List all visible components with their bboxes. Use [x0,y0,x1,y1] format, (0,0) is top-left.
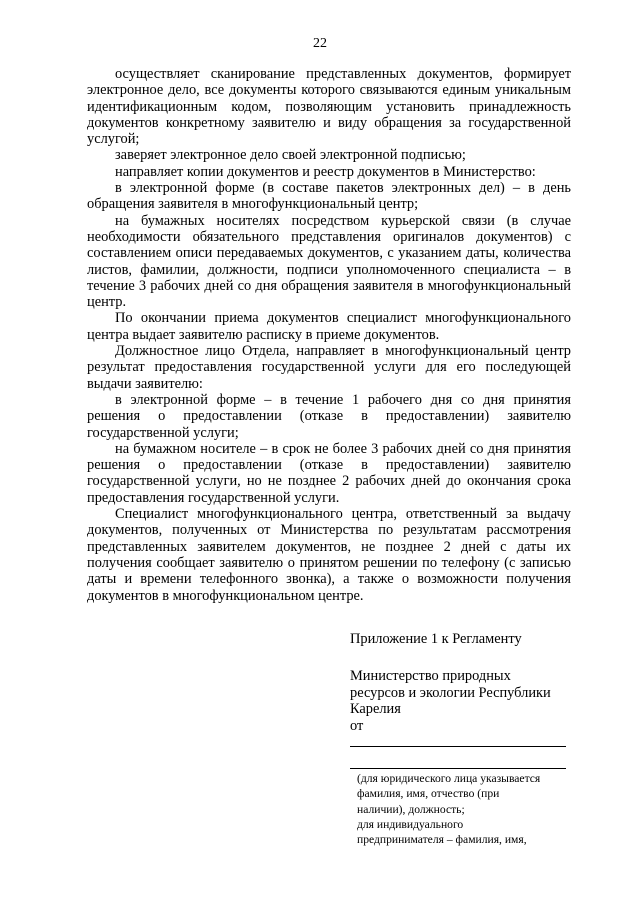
blank-line [350,768,566,769]
addressee-line: Министерство природных [350,668,511,684]
addressee-line: ресурсов и экологии Республики [350,684,551,701]
note-line: предпринимателя – фамилия, имя, [357,833,527,847]
page-number: 22 [313,36,327,51]
addressee-line: Карелия [350,701,401,717]
paragraph-result-electronic: в электронной форме – в течение 1 рабочего дня со дня принятия решения о предоставлении (отказе в предоставлении) заявителю государственной услуги; [87,391,571,441]
note-line: наличии), должность; [357,802,465,816]
paragraph-electronic-form: в электронной форме (в составе пакетов электронных дел) – в день обращения заявителя в многофункциональный центр; [87,180,571,213]
paragraph-receipt: По окончании приема документов специалист многофункционального центра выдает заявителю расписку в приеме документов. [87,310,571,343]
body-text [87,66,571,604]
paragraph-paper-carriers: на бумажных носителях посредством курьерской связи (в случае необходимости обязательного представления оригиналов документов) с составлением описи передаваемых документов, с указанием даты, количества листов, фамилии, должности, подписи уполномоченного специалиста – в течение 3 рабочих дней со дня обращения заявителя в многофункциональный центр. [87,212,571,311]
addressee-line: от [350,717,364,734]
appendix-title: Приложение 1 к Регламенту [350,631,522,647]
blank-line-note [357,771,577,847]
paragraph-certifies: заверяет электронное дело своей электронной подписью; [115,147,466,164]
paragraph-scanning: осуществляет сканирование представленных документов, формирует электронное дело, все документы которого связываются единым уникальным идентификационным кодом, позволяющим установить принадлежность документов конкретному заявителю и виду обращения за государственной услугой; [87,66,571,148]
blank-line [350,746,566,747]
note-line: (для юридического лица указывается [357,772,541,785]
paragraph-sends-copies: направляет копии документов и реестр документов в Министерство: [115,163,536,180]
paragraph-specialist-notifies: Специалист многофункционального центра, ответственный за выдачу документов, полученных от Министерства по результатам рассмотрения представленных заявителем документов, не позднее 2 дней с даты их получения сообщает заявителю о принятом решении по телефону (с записью даты и времени телефонного звонка), а также о возможности получения документов в многофункциональном центре. [87,506,571,604]
note-line: фамилия, имя, отчество (при [357,787,500,801]
paragraph-official-sends: Должностное лицо Отдела, направляет в многофункциональный центр результат предоставления государственной услуги для его последующей выдачи заявителю: [87,343,571,392]
note-line: для индивидуального [357,817,464,831]
paragraph-result-paper: на бумажном носителе – в срок не более 3 рабочих дней со дня принятия решения о предоставлении (отказе в предоставлении) заявителю государственной услуги, но не позднее 2 рабочих дней до окончания срока предоставления государственной услуги. [87,440,571,506]
appendix-addressee [350,668,580,734]
